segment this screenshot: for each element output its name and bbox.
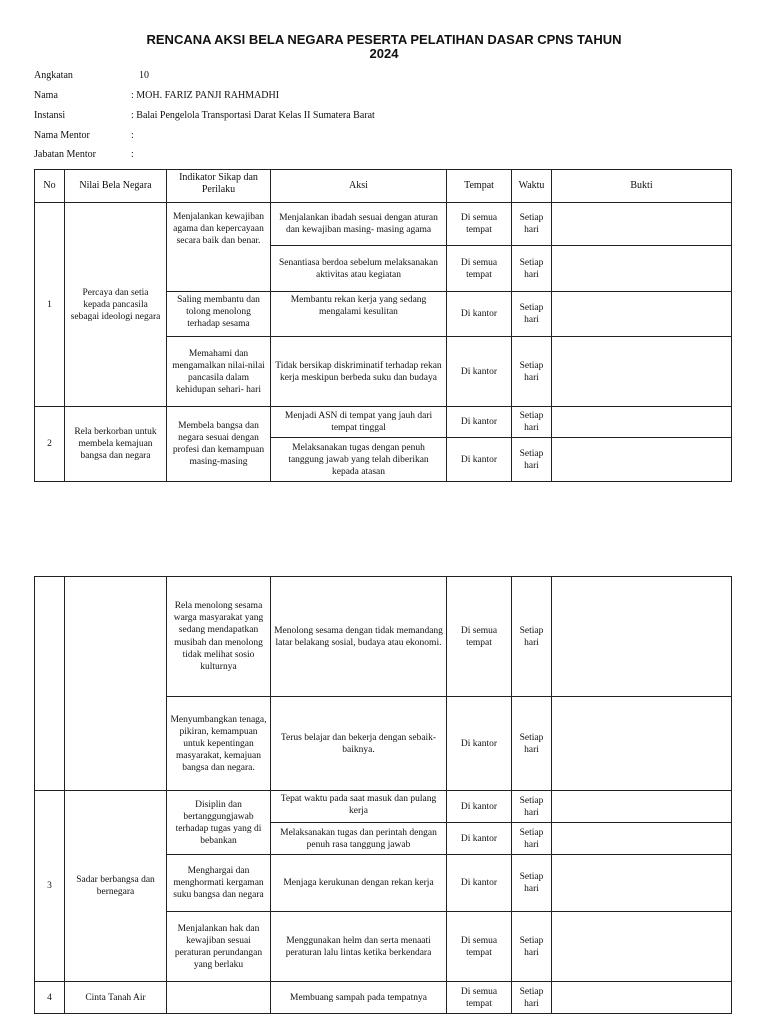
waktu-cell: Setiap hari: [511, 576, 552, 697]
bukti-cell: [551, 911, 732, 982]
header-aksi: Aksi: [270, 169, 447, 203]
info-value-angkatan: 10: [139, 70, 149, 81]
waktu-cell: Setiap hari: [511, 202, 552, 246]
tempat-cell: Di kantor: [446, 291, 512, 337]
header-indikator: Indikator Sikap dan Perilaku: [166, 169, 271, 203]
header-waktu: Waktu: [511, 169, 552, 203]
bukti-cell: [551, 790, 732, 823]
bukti-cell: [551, 576, 732, 697]
row-no: 4: [34, 981, 65, 1014]
aksi-cell: Terus belajar dan bekerja dengan sebaik-baiknya.: [270, 696, 447, 791]
info-label-nama: Nama: [34, 90, 58, 101]
row-no: 2: [34, 406, 65, 482]
header-no: No: [34, 169, 65, 203]
tempat-cell: Di kantor: [446, 696, 512, 791]
bukti-cell: [551, 437, 732, 482]
bukti-cell: [551, 336, 732, 407]
bukti-cell: [551, 291, 732, 337]
aksi-cell: Membuang sampah pada tempatnya: [270, 981, 447, 1014]
waktu-cell: Setiap hari: [511, 437, 552, 482]
nilai-bela-negara-cell: [64, 576, 167, 791]
tempat-cell: Di kantor: [446, 406, 512, 438]
nilai-bela-negara-cell: Sadar berbangsa dan bernegara: [64, 790, 167, 982]
waktu-cell: Setiap hari: [511, 911, 552, 982]
tempat-cell: Di kantor: [446, 336, 512, 407]
indikator-cell: [166, 981, 271, 1014]
indikator-cell: Membela bangsa dan negara sesuai dengan profesi dan kemampuan masing-masing: [166, 406, 271, 482]
indikator-cell: Memahami dan mengamalkan nilai-nilai pancasila dalam kehidupan sehari- hari: [166, 336, 271, 407]
tempat-cell: Di semua tempat: [446, 576, 512, 697]
tempat-cell: Di kantor: [446, 790, 512, 823]
aksi-cell: Melaksanakan tugas dengan penuh tanggung jawab yang telah diberikan kepada atasan: [270, 437, 447, 482]
bukti-cell: [551, 245, 732, 292]
waktu-cell: Setiap hari: [511, 822, 552, 855]
aksi-cell: Tidak bersikap diskriminatif terhadap rekan kerja meskipun berbeda suku dan budaya: [270, 336, 447, 407]
aksi-cell: Senantiasa berdoa sebelum melaksanakan aktivitas atau kegiatan: [270, 245, 447, 292]
info-value-instansi: : Balai Pengelola Transportasi Darat Kelas II Sumatera Barat: [131, 110, 375, 121]
info-label-instansi: Instansi: [34, 110, 66, 121]
aksi-cell: Menjaga kerukunan dengan rekan kerja: [270, 854, 447, 912]
aksi-cell: Menggunakan helm dan serta menaati peraturan lalu lintas ketika berkendara: [270, 911, 447, 982]
nilai-bela-negara-cell: Percaya dan setia kepada pancasila sebagai ideologi negara: [64, 202, 167, 407]
aksi-cell: Menolong sesama dengan tidak memandang latar belakang sosial, budaya atau ekonomi.: [270, 576, 447, 697]
document-title: RENCANA AKSI BELA NEGARA PESERTA PELATIHAN DASAR CPNS TAHUN: [146, 32, 622, 47]
indikator-cell: Menyumbangkan tenaga, pikiran, kemampuan untuk kepentingan masyarakat, kemajuan bangsa dan negara.: [166, 696, 271, 791]
tempat-cell: Di kantor: [446, 822, 512, 855]
row-no: 1: [34, 202, 65, 407]
waktu-cell: Setiap hari: [511, 790, 552, 823]
tempat-cell: Di semua tempat: [446, 981, 512, 1014]
waktu-cell: Setiap hari: [511, 406, 552, 438]
aksi-cell: Membantu rekan kerja yang sedang mengalami kesulitan: [270, 291, 447, 337]
waktu-cell: Setiap hari: [511, 696, 552, 791]
bukti-cell: [551, 202, 732, 246]
header-tempat: Tempat: [446, 169, 512, 203]
tempat-cell: Di semua tempat: [446, 911, 512, 982]
aksi-cell: Menjadi ASN di tempat yang jauh dari tempat tinggal: [270, 406, 447, 438]
bukti-cell: [551, 406, 732, 438]
aksi-cell: Melaksanakan tugas dan perintah dengan penuh rasa tanggung jawab: [270, 822, 447, 855]
waktu-cell: Setiap hari: [511, 336, 552, 407]
tempat-cell: Di semua tempat: [446, 202, 512, 246]
bukti-cell: [551, 854, 732, 912]
header-nilai: Nilai Bela Negara: [64, 169, 167, 203]
bukti-cell: [551, 696, 732, 791]
info-label-jabatan-mentor: Jabatan Mentor: [34, 149, 96, 160]
indikator-cell: Menjalankan kewajiban agama dan kepercayaan secara baik dan benar.: [166, 202, 271, 292]
header-bukti: Bukti: [551, 169, 732, 203]
waktu-cell: Setiap hari: [511, 981, 552, 1014]
nilai-bela-negara-cell: Rela berkorban untuk membela kemajuan bangsa dan negara: [64, 406, 167, 482]
row-no: 3: [34, 790, 65, 982]
aksi-cell: Menjalankan ibadah sesuai dengan aturan dan kewajiban masing- masing agama: [270, 202, 447, 246]
row-no: [34, 576, 65, 791]
info-value-nama: : MOH. FARIZ PANJI RAHMADHI: [131, 90, 280, 101]
indikator-cell: Saling membantu dan tolong menolong terhadap sesama: [166, 291, 271, 337]
indikator-cell: Rela menolong sesama warga masyarakat yang sedang mendapatkan musibah dan menolong tidak melihat sosio kulturnya: [166, 576, 271, 697]
bukti-cell: [551, 981, 732, 1014]
aksi-cell: Tepat waktu pada saat masuk dan pulang kerja: [270, 790, 447, 823]
nilai-bela-negara-cell: Cinta Tanah Air: [64, 981, 167, 1014]
waktu-cell: Setiap hari: [511, 854, 552, 912]
waktu-cell: Setiap hari: [511, 291, 552, 337]
waktu-cell: Setiap hari: [511, 245, 552, 292]
tempat-cell: Di kantor: [446, 854, 512, 912]
tempat-cell: Di semua tempat: [446, 245, 512, 292]
indikator-cell: Disiplin dan bertanggungjawab terhadap tugas yang di bebankan: [166, 790, 271, 855]
info-label-angkatan: Angkatan: [34, 70, 73, 81]
info-value-jabatan-mentor: :: [131, 149, 134, 160]
bukti-cell: [551, 822, 732, 855]
info-value-nama-mentor: :: [131, 130, 134, 141]
document-title-year: 2024: [369, 46, 399, 61]
info-label-nama-mentor: Nama Mentor: [34, 130, 90, 141]
indikator-cell: Menghargai dan menghormati kergaman suku bangsa dan negara: [166, 854, 271, 912]
indikator-cell: Menjalankan hak dan kewajiban sesuai peraturan perundangan yang berlaku: [166, 911, 271, 982]
tempat-cell: Di kantor: [446, 437, 512, 482]
